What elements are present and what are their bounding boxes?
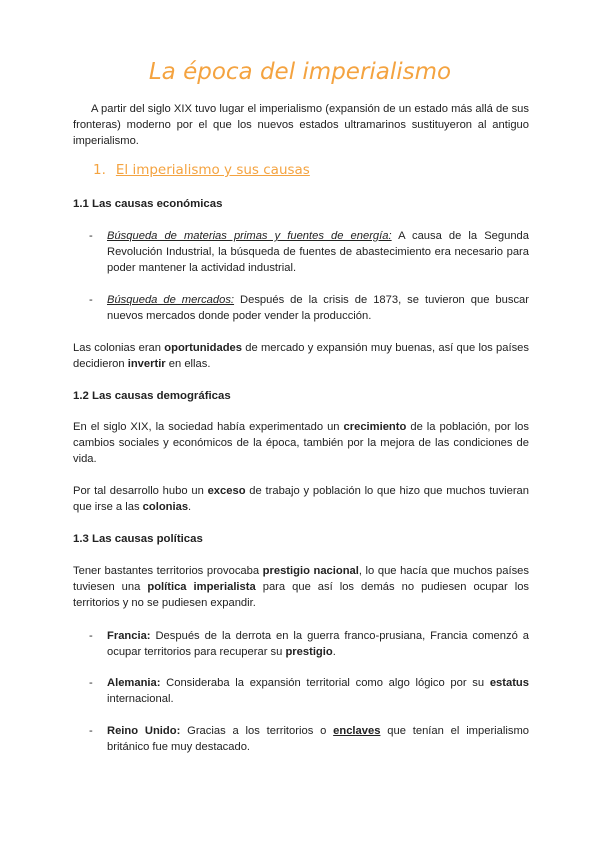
text-run: que tenían el imperialismo británico fue muy destacado.	[107, 725, 529, 753]
bold-term: oportunidades	[164, 342, 242, 354]
bold-term: invertir	[127, 358, 166, 370]
intro-paragraph: A partir del siglo XIX tuvo lugar el imperialismo (expansión de un estado más allá de sus fronteras) moderno por el que los nuevos estados ultramarinos sustituyeron al antiguo imperialismo.	[73, 103, 529, 147]
bold-term: colonias	[142, 501, 189, 513]
text-run: internacional.	[107, 693, 174, 705]
text-run: Gracias a los territorios o	[180, 725, 334, 737]
text-run: .	[332, 646, 336, 658]
subheading-political: 1.3 Las causas políticas	[73, 533, 203, 545]
text-run: .	[188, 501, 192, 513]
section-heading-1	[93, 161, 310, 179]
bold-term: crecimiento	[343, 421, 407, 433]
list-dash: -	[89, 294, 93, 306]
list-item-francia	[89, 628, 529, 660]
colonies-paragraph	[73, 340, 529, 372]
list-term: Francia:	[107, 630, 151, 642]
list-item-reino-unido	[89, 723, 529, 755]
text-run: para que así los demás no pudiesen ocupar los territorios y no se pudiesen expandir.	[73, 581, 530, 609]
list-term: Reino Unido:	[107, 725, 181, 737]
text-run: en ellas.	[165, 358, 211, 370]
bold-term: prestigio nacional	[262, 565, 359, 577]
list-item-alemania	[89, 675, 529, 707]
text-run: , lo que hacía que muchos países tuviesen una	[73, 565, 529, 593]
list-term: Búsqueda de mercados:	[107, 294, 235, 306]
political-paragraph	[73, 563, 529, 611]
list-term: Búsqueda de materias primas y fuentes de energía:	[107, 230, 392, 242]
list-item	[89, 292, 529, 324]
document-title: La época del imperialismo	[148, 59, 452, 85]
underlined-term: enclaves	[333, 725, 381, 737]
section-number: 1.	[93, 162, 106, 178]
text-run: de trabajo y población lo que hizo que muchos tuvieran que irse a las	[73, 485, 529, 513]
text-run: Después de la derrota en la guerra franco-prusiana, Francia comenzó a ocupar territorios para recuperar su	[107, 630, 529, 658]
list-dash: -	[89, 630, 93, 642]
subheading-economic: 1.1 Las causas económicas	[73, 198, 223, 210]
text-run: Consideraba la expansión territorial como algo lógico por su	[160, 677, 490, 689]
list-dash: -	[89, 230, 93, 242]
text-run: Tener bastantes territorios provocaba	[73, 565, 263, 577]
demographic-paragraph-2	[73, 483, 529, 515]
bold-term: exceso	[207, 485, 246, 497]
text-run: En el siglo XIX, la sociedad había experimentado un	[73, 421, 344, 433]
demographic-paragraph-1	[73, 419, 529, 467]
list-term: Alemania:	[107, 677, 161, 689]
section-title: El imperialismo y sus causas	[115, 162, 310, 178]
list-item	[89, 228, 529, 276]
bold-term: estatus	[489, 677, 529, 689]
list-text: Después de la crisis de 1873, se tuvieron que buscar nuevos mercados donde poder vender la producción.	[107, 294, 530, 322]
list-dash: -	[89, 677, 93, 689]
list-text: A causa de la Segunda Revolución Industrial, la búsqueda de fuentes de abastecimiento era necesario para poder mantener la actividad industrial.	[107, 230, 529, 274]
text-run: Por tal desarrollo hubo un	[73, 485, 208, 497]
subheading-demographic: 1.2 Las causas demográficas	[73, 390, 231, 402]
text-run: Las colonias eran	[73, 342, 165, 354]
bold-term: prestigio	[285, 646, 333, 658]
text-run: de la población, por los cambios sociales y económicos de la época, también por la mejora de las condiciones de vida.	[73, 421, 529, 465]
bold-term: política imperialista	[147, 581, 256, 593]
text-run: de mercado y expansión muy buenas, así que los países decidieron	[73, 342, 529, 370]
list-dash: -	[89, 725, 93, 737]
